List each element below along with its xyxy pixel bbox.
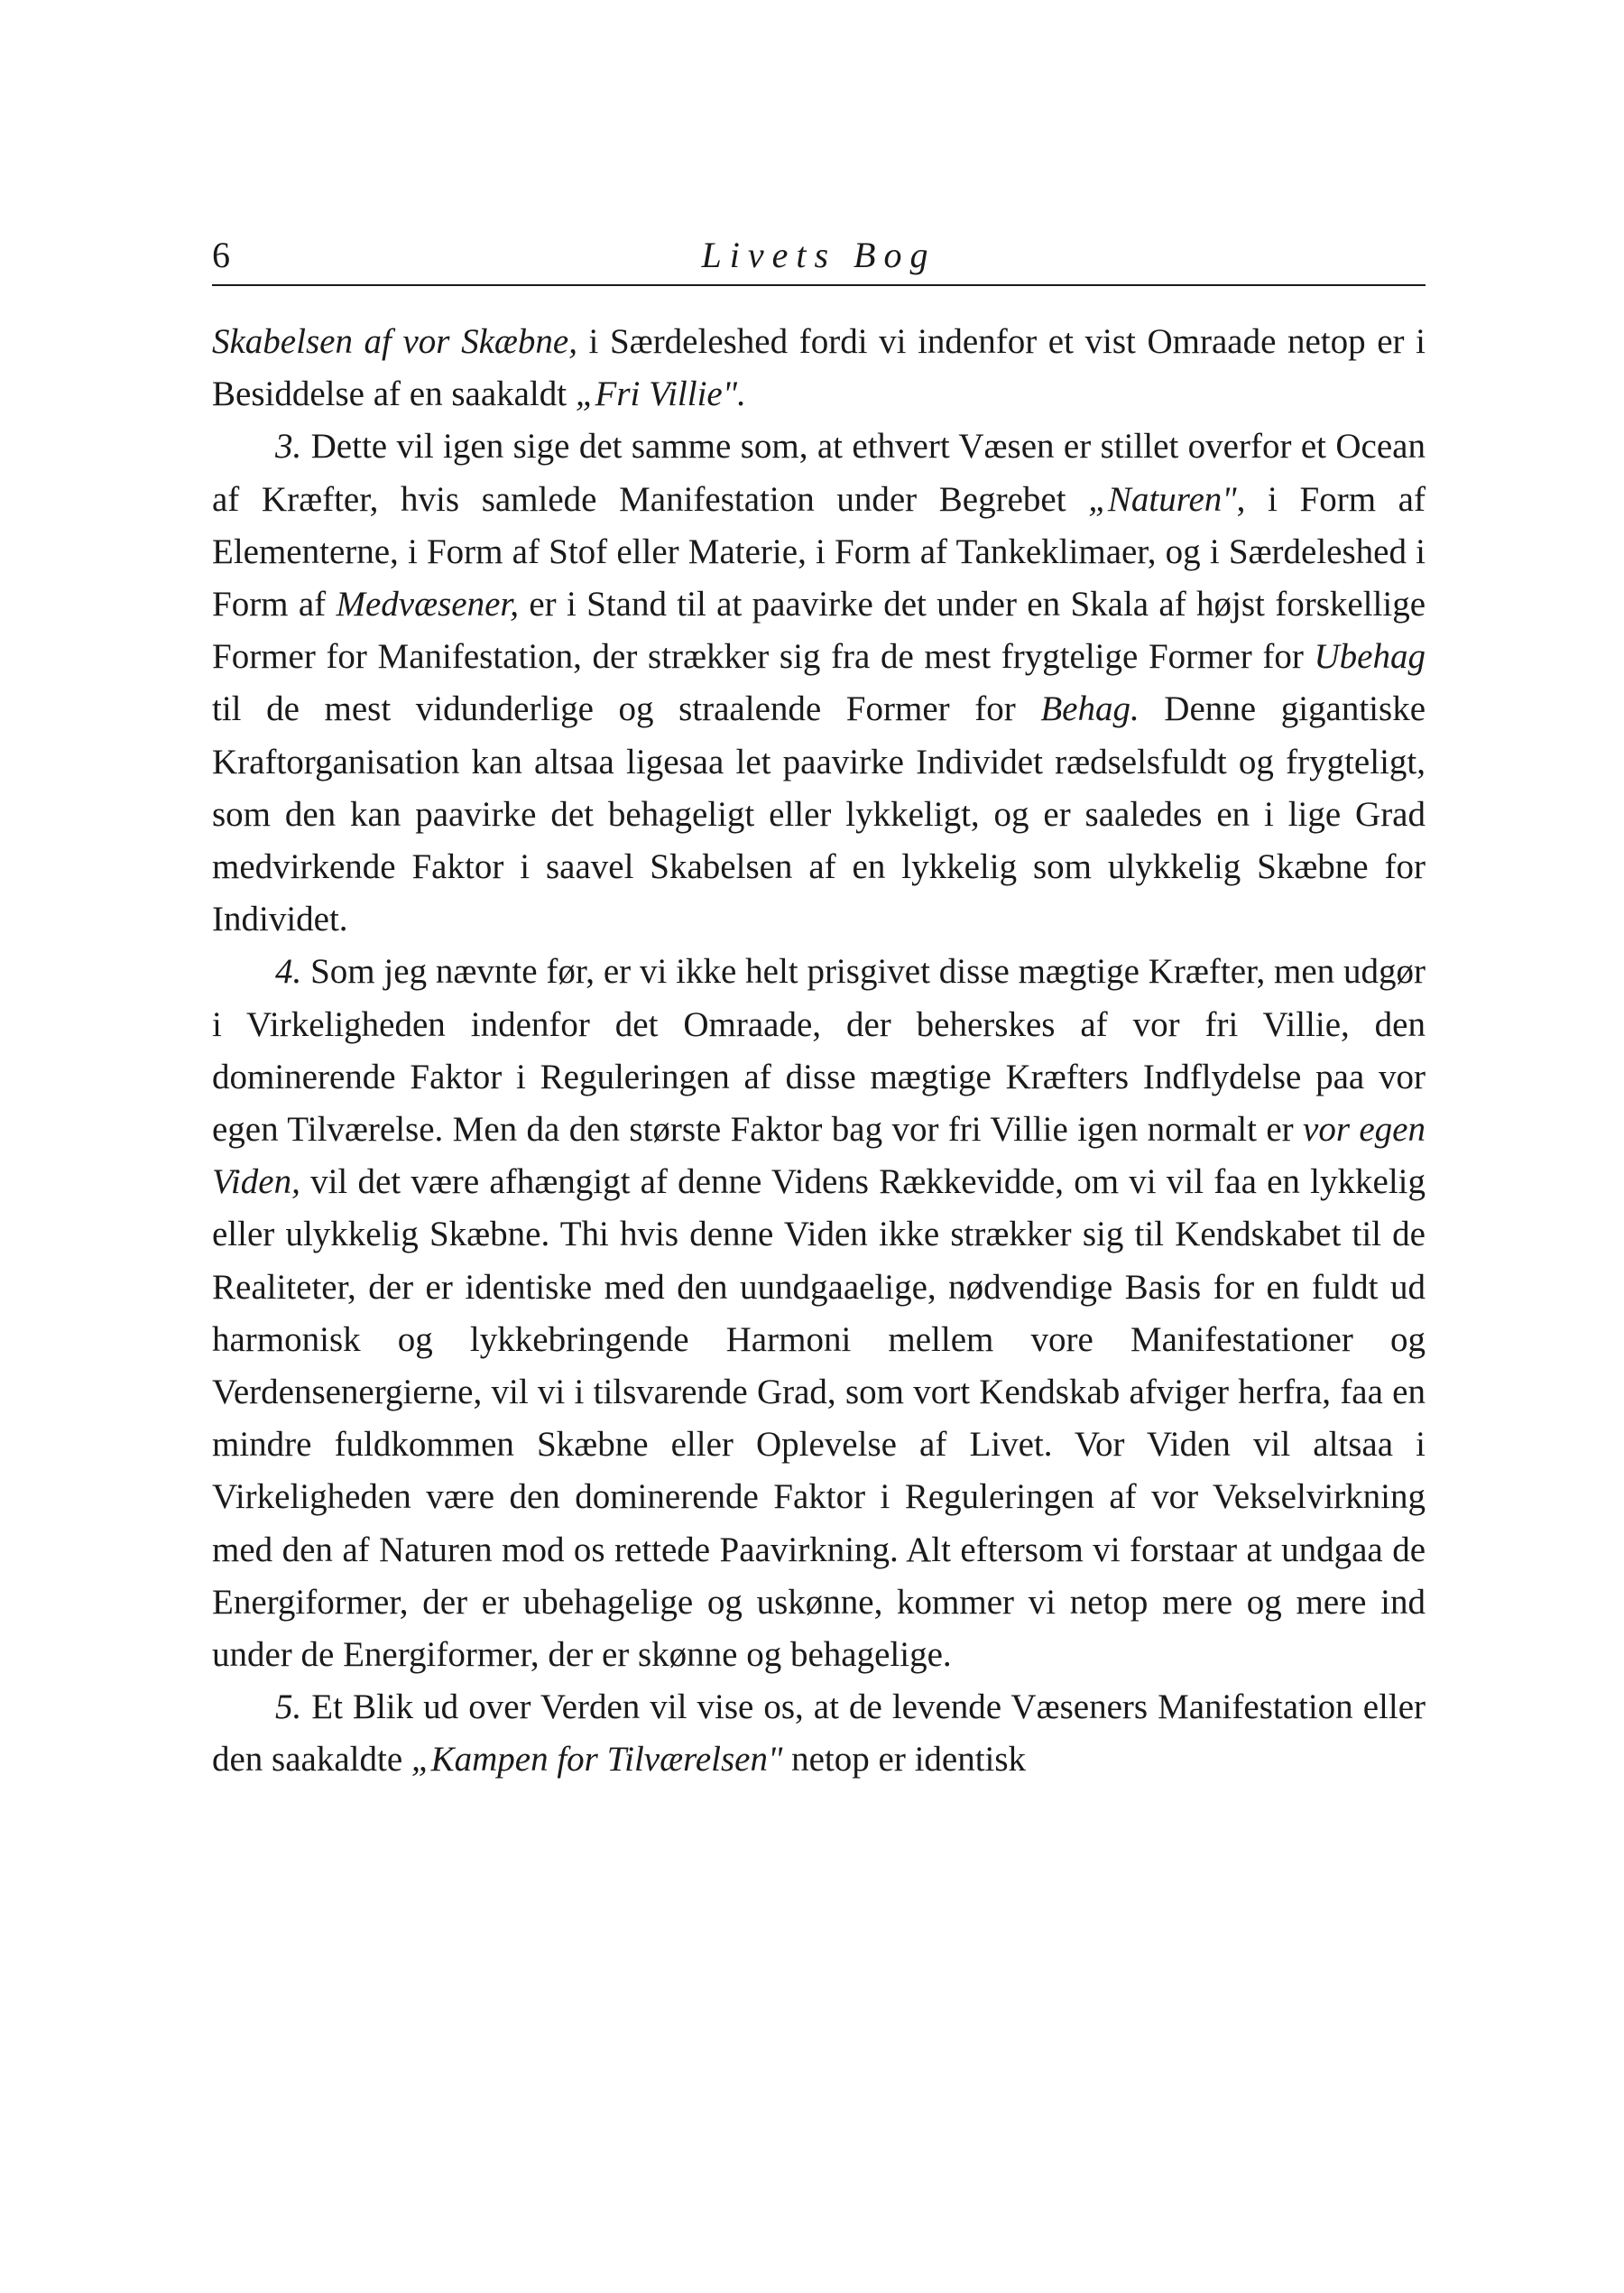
italic-text: Ubehag [1314, 637, 1426, 677]
text-run: , i Form af Elementerne, i Form af Stof eller Materie, i Form af Tankeklimaer, og i Særdeleshed i Form af [212, 479, 1426, 624]
text-run: Denne gigantiske Kraftorganisation kan altsaa ligesaa let paavirke Individet rædselsfuldt og frygteligt, som den kan paavirke det behageligt eller lykkeligt, og er saaledes en i lige Grad medvirkende Faktor i saavel Skabelsen af en lykkelig som ulykkelig Skæbne for Individet. [212, 689, 1426, 939]
italic-text: „Naturen" [1088, 479, 1237, 519]
italic-text: „Kampen for Tilværelsen" [411, 1740, 783, 1780]
running-title: Livets Bog [701, 235, 937, 275]
text-run: Et Blik ud over Verden vil vise os, at de levende Væseners Manifestation eller den saakaldte [212, 1687, 1426, 1780]
paragraph [212, 1681, 1426, 1786]
italic-text: 3. [275, 427, 302, 467]
italic-text: Behag. [1040, 689, 1140, 729]
page-number: 6 [212, 235, 230, 275]
italic-text: Skabelsen af vor Skæbne, [212, 322, 577, 361]
page-header [212, 233, 1426, 278]
text-run: Dette vil igen sige det samme som, at ethvert Væsen er stillet overfor et Ocean af Kræfter, hvis samlede Manifestation under Begrebet [212, 427, 1426, 519]
text-run: er i Stand til at paavirke det under en Skala af højst forskellige Former for Manifestation, der strækker sig fra de mest frygtelige Former for [212, 585, 1426, 677]
italic-text: Medvæsener, [336, 585, 520, 624]
italic-text: „Fri Villie". [575, 374, 746, 414]
text-run: Som jeg nævnte før, er vi ikke helt prisgivet disse mægtige Kræfter, men udgør i Virkeligheden indenfor det Omraade, der beherskes af vor fri Villie, den dominerende Faktor i Reguleringen af disse mægtige Kræfters Indflydelse paa vor egen Tilværelse. Men da den største Faktor bag vor fri Villie igen normalt er [212, 952, 1426, 1150]
text-run: i Særdeleshed fordi vi indenfor et vist Omraade netop er i Besiddelse af en saakaldt [212, 322, 1426, 414]
text-run: til de mest vidunderlige og straalende Former for [212, 689, 1041, 729]
header-rule [212, 284, 1426, 286]
italic-text: vor egen Viden, [212, 1110, 1426, 1202]
paragraph [212, 421, 1426, 946]
body-text [212, 316, 1426, 1787]
text-run: netop er identisk [782, 1740, 1027, 1780]
italic-text: 4. [275, 952, 302, 992]
paragraph [212, 946, 1426, 1681]
paragraph [212, 316, 1426, 421]
italic-text: 5. [275, 1687, 302, 1727]
text-run: vil det være afhængigt af denne Videns Rækkevidde, om vi vil faa en lykkelig eller ulykkelig Skæbne. Thi hvis denne Viden ikke strækker sig til Kendskabet til de Realiteter, der er identiske med den uundgaaelige, nødvendige Basis for en fuldt ud harmonisk og lykkebringende Harmoni mellem vore Manifestationer og Verdensenergierne, vil vi i tilsvarende Grad, som vort Kendskab afviger herfra, faa en mindre fuldkommen Skæbne eller Oplevelse af Livet. Vor Viden vil altsaa i Virkeligheden være den dominerende Faktor i Reguleringen af vor Vekselvirkning med den af Naturen mod os rettede Paavirkning. Alt eftersom vi forstaar at undgaa de Energiformer, der er ubehagelige og uskønne, kommer vi netop mere og mere ind under de Energiformer, der er skønne og behagelige. [212, 1162, 1426, 1675]
